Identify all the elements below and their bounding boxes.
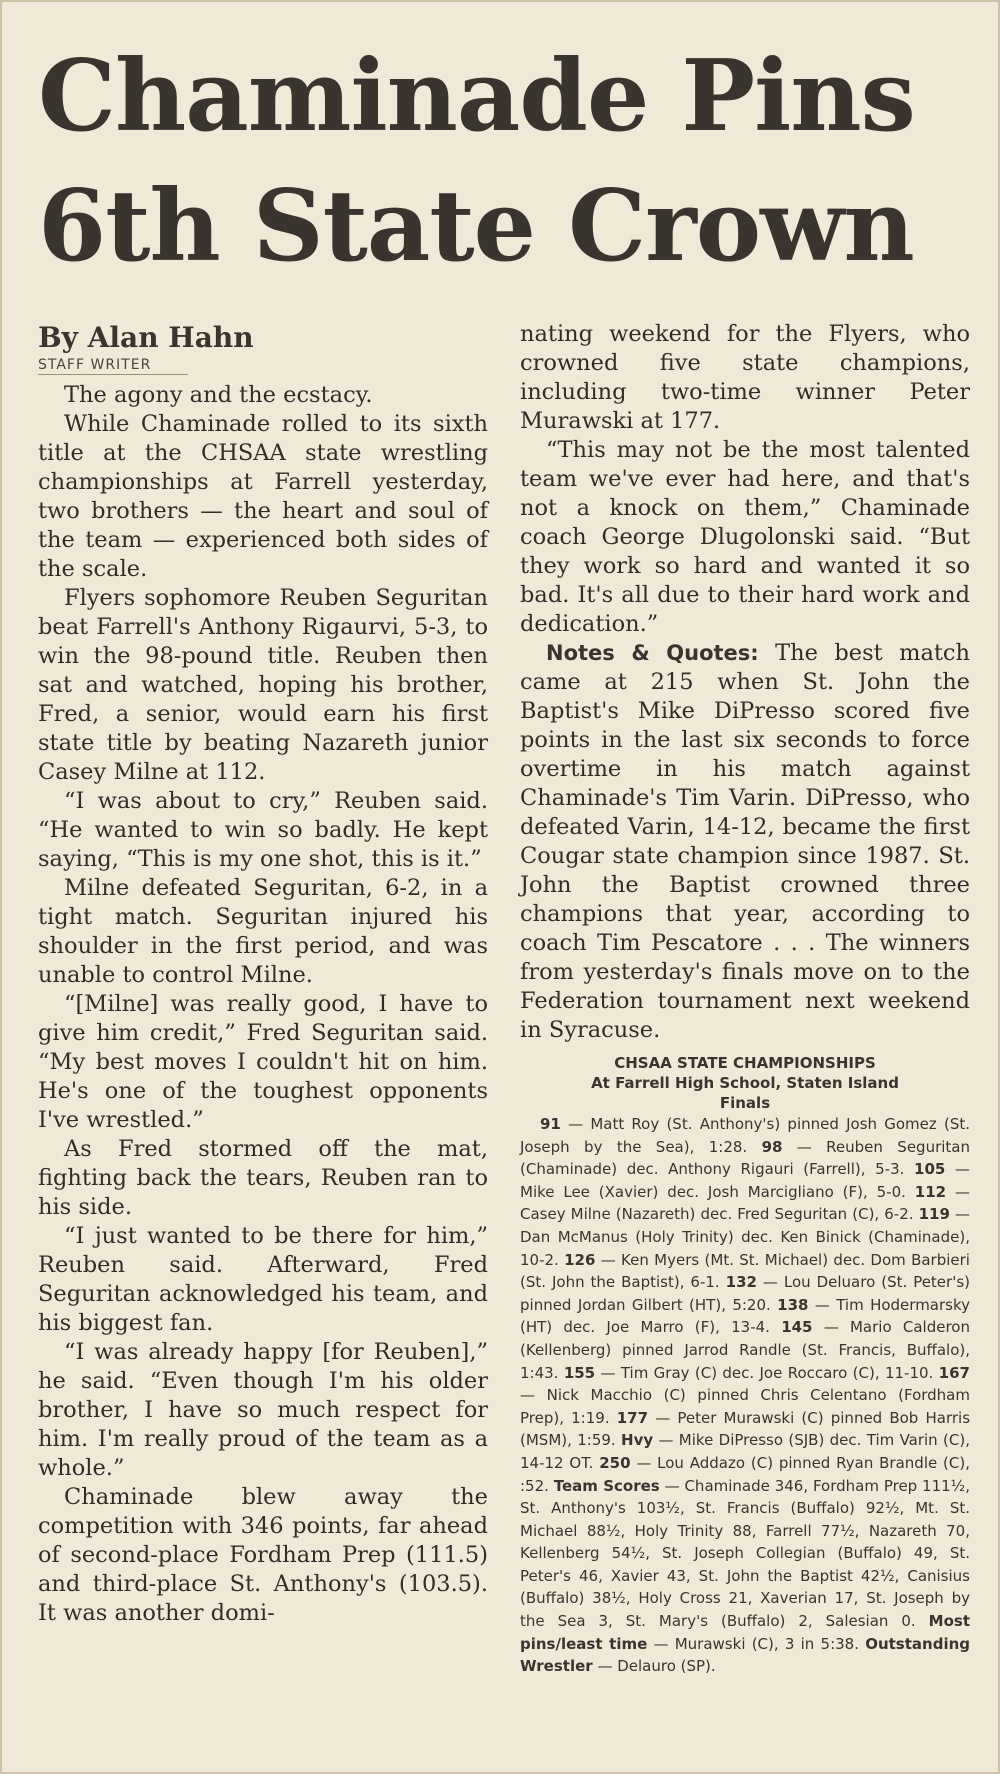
results-box [520, 1053, 970, 1678]
paragraph: “I was about to cry,” Reuben said. “He wanted to win so badly. He kept saying, “This is my one shot, this is it.” [38, 788, 488, 872]
result-label: Most pins/least time [520, 1612, 970, 1653]
result-label: 105 [914, 1160, 946, 1179]
right-column [520, 320, 970, 1678]
paragraph: “I was already happy [for Reuben],” he said. “Even though I'm his older brother, I have so much respect for him. I'm really proud of the team as a whole.” [38, 1339, 488, 1481]
result-label: 138 [777, 1295, 809, 1314]
results-section: Finals [719, 1094, 771, 1112]
result-entry: — Murawski (C), 3 in 5:38. [647, 1634, 866, 1653]
result-entry: — Delauro (SP). [592, 1657, 716, 1676]
result-label: 112 [914, 1182, 947, 1201]
notes-label: Notes & Quotes: [546, 641, 759, 665]
paragraph: “[Milne] was really good, I have to give him credit,” Fred Seguritan said. “My best moves I couldn't hit on him. He's one of the toughest opponents I've wrestled.” [38, 991, 488, 1133]
result-entry: — Mario Calderon (Kellenberg) pinned Jarrod Randle (St. Francis, Buffalo), 1:43. [520, 1318, 970, 1382]
left-column [38, 320, 488, 1628]
result-label: 98 [761, 1137, 783, 1156]
result-entry: — Mike Lee (Xavier) dec. Josh Marcigliano (F), 5-0. [520, 1160, 970, 1201]
result-entry: — Dan McManus (Holy Trinity) dec. Ken Binick (Chaminade), 10-2. [520, 1205, 970, 1269]
notes-paragraph [520, 639, 970, 1045]
result-entry: — Chaminade 346, Fordham Prep 111½, St. Anthony's 103½, St. Francis (Buffalo) 92½, Mt. St. Michael 88½, Holy Trinity 88, Farrell 77½, Nazareth 70, Kellenberg 54½, St. Joseph Collegian (Buffalo) 49, St. Peter's 46, Xavier 43, St. John the Baptist 42½, Canisius (Buffalo) 38½, Holy Cross 21, Xaverian 17, St. Joseph by the Sea 3, St. Mary's (Buffalo) 2, Salesian 0. [520, 1476, 970, 1631]
paragraph: “I just wanted to be there for him,” Reuben said. Afterward, Fred Seguritan acknowledged his team, and his biggest fan. [38, 1223, 488, 1336]
paragraph: Milne defeated Seguritan, 6-2, in a tight match. Seguritan injured his shoulder in the first period, and was unable to control Milne. [38, 875, 488, 988]
result-entry: — Matt Roy (St. Anthony's) pinned Josh Gomez (St. Joseph by the Sea), 1:28. [520, 1115, 970, 1156]
result-entry: — Casey Milne (Nazareth) dec. Fred Seguritan (C), 6-2. [520, 1182, 970, 1224]
paragraph: While Chaminade rolled to its sixth title at the CHSAA state wrestling championships at Farrell yesterday, two brothers — the heart and soul of the team — experienced both sides of the scale. [38, 411, 488, 582]
result-label: Outstanding Wrestler [520, 1634, 970, 1676]
paragraph: Chaminade blew away the competition with 346 points, far ahead of second-place Fordham Prep (111.5) and third-place St. Anthony's (103.5). It was another domi- [38, 1484, 488, 1626]
result-label: 250 [599, 1453, 631, 1472]
results-title: CHSAA STATE CHAMPIONSHIPS [614, 1054, 876, 1072]
result-label: 177 [616, 1408, 649, 1427]
result-entry: — Lou Deluaro (St. Peter's) pinned Jordan Gilbert (HT), 5:20. [520, 1273, 970, 1314]
paragraph: Flyers sophomore Reuben Seguritan beat Farrell's Anthony Rigaurvi, 5-3, to win the 98-pound title. Reuben then sat and watched, hoping his brother, Fred, a senior, would earn his first state title by beating Nazareth junior Casey Milne at 112. [38, 585, 488, 785]
result-entry: — Nick Macchio (C) pinned Chris Celentano (Fordham Prep), 1:19. [520, 1386, 970, 1427]
result-label: 126 [564, 1250, 596, 1269]
headline [38, 32, 978, 292]
result-entry: — Reuben Seguritan (Chaminade) dec. Anthony Rigauri (Farrell), 5-3. [520, 1137, 970, 1179]
paragraph: The agony and the ecstacy. [64, 382, 373, 408]
notes-text: The best match came at 215 when St. John the Baptist's Mike DiPresso scored five points in the last six seconds to force overtime in his match against Chaminade's Tim Varin. DiPresso, who defeated Varin, 14-12, became the first Cougar state champion since 1987. St. John the Baptist crowned three champions that year, according to coach Tim Pescatore . . . The winners from yesterday's finals move on to the Federation tournament next weekend in Syracuse. [520, 640, 970, 1043]
result-label: Team Scores [553, 1476, 660, 1495]
coach-quote-paragraph: “This may not be the most talented team we've ever had here, and that's not a knock on them,” Chaminade coach George Dlugolonski said. “But they work so hard and wanted it so bad. It's all due to their hard work and dedication.” [520, 437, 970, 637]
result-label: 167 [938, 1363, 970, 1382]
byline: By Alan Hahn [38, 321, 254, 354]
result-label: 155 [563, 1363, 596, 1382]
result-label: 145 [781, 1318, 813, 1337]
result-entry: — Tim Hodermarsky (HT) dec. Joe Marro (F), 13-4. [520, 1295, 971, 1337]
headline-line-1: Chaminade Pins [38, 39, 915, 154]
result-entry: — Ken Myers (Mt. St. Michael) dec. Dom Barbieri (St. John the Baptist), 6-1. [520, 1250, 970, 1292]
result-entry: — Lou Addazo (C) pinned Ryan Brandle (C), :52. [520, 1453, 970, 1495]
result-entry: — Peter Murawski (C) pinned Bob Harris (MSM), 1:59. [520, 1408, 971, 1450]
result-entry: — Mike DiPresso (SJB) dec. Tim Varin (C), 14-12 OT. [520, 1431, 970, 1472]
result-label: Hvy [621, 1431, 654, 1450]
results-text [520, 1113, 970, 1678]
result-label: 119 [918, 1205, 950, 1224]
result-label: 132 [725, 1273, 757, 1292]
result-entry: — Tim Gray (C) dec. Joe Roccaro (C), 11-10. [595, 1363, 939, 1382]
headline-line-2: 6th State Crown [38, 169, 914, 284]
result-label: 91 [540, 1115, 561, 1133]
paragraph: As Fred stormed off the mat, fighting back the tears, Reuben ran to his side. [38, 1136, 488, 1220]
results-subtitle: At Farrell High School, Staten Island [591, 1074, 899, 1092]
paragraph-continuation: nating weekend for the Flyers, who crowned five state champions, including two-time winner Peter Murawski at 177. [520, 321, 970, 434]
staff-label: STAFF WRITER [38, 356, 188, 375]
